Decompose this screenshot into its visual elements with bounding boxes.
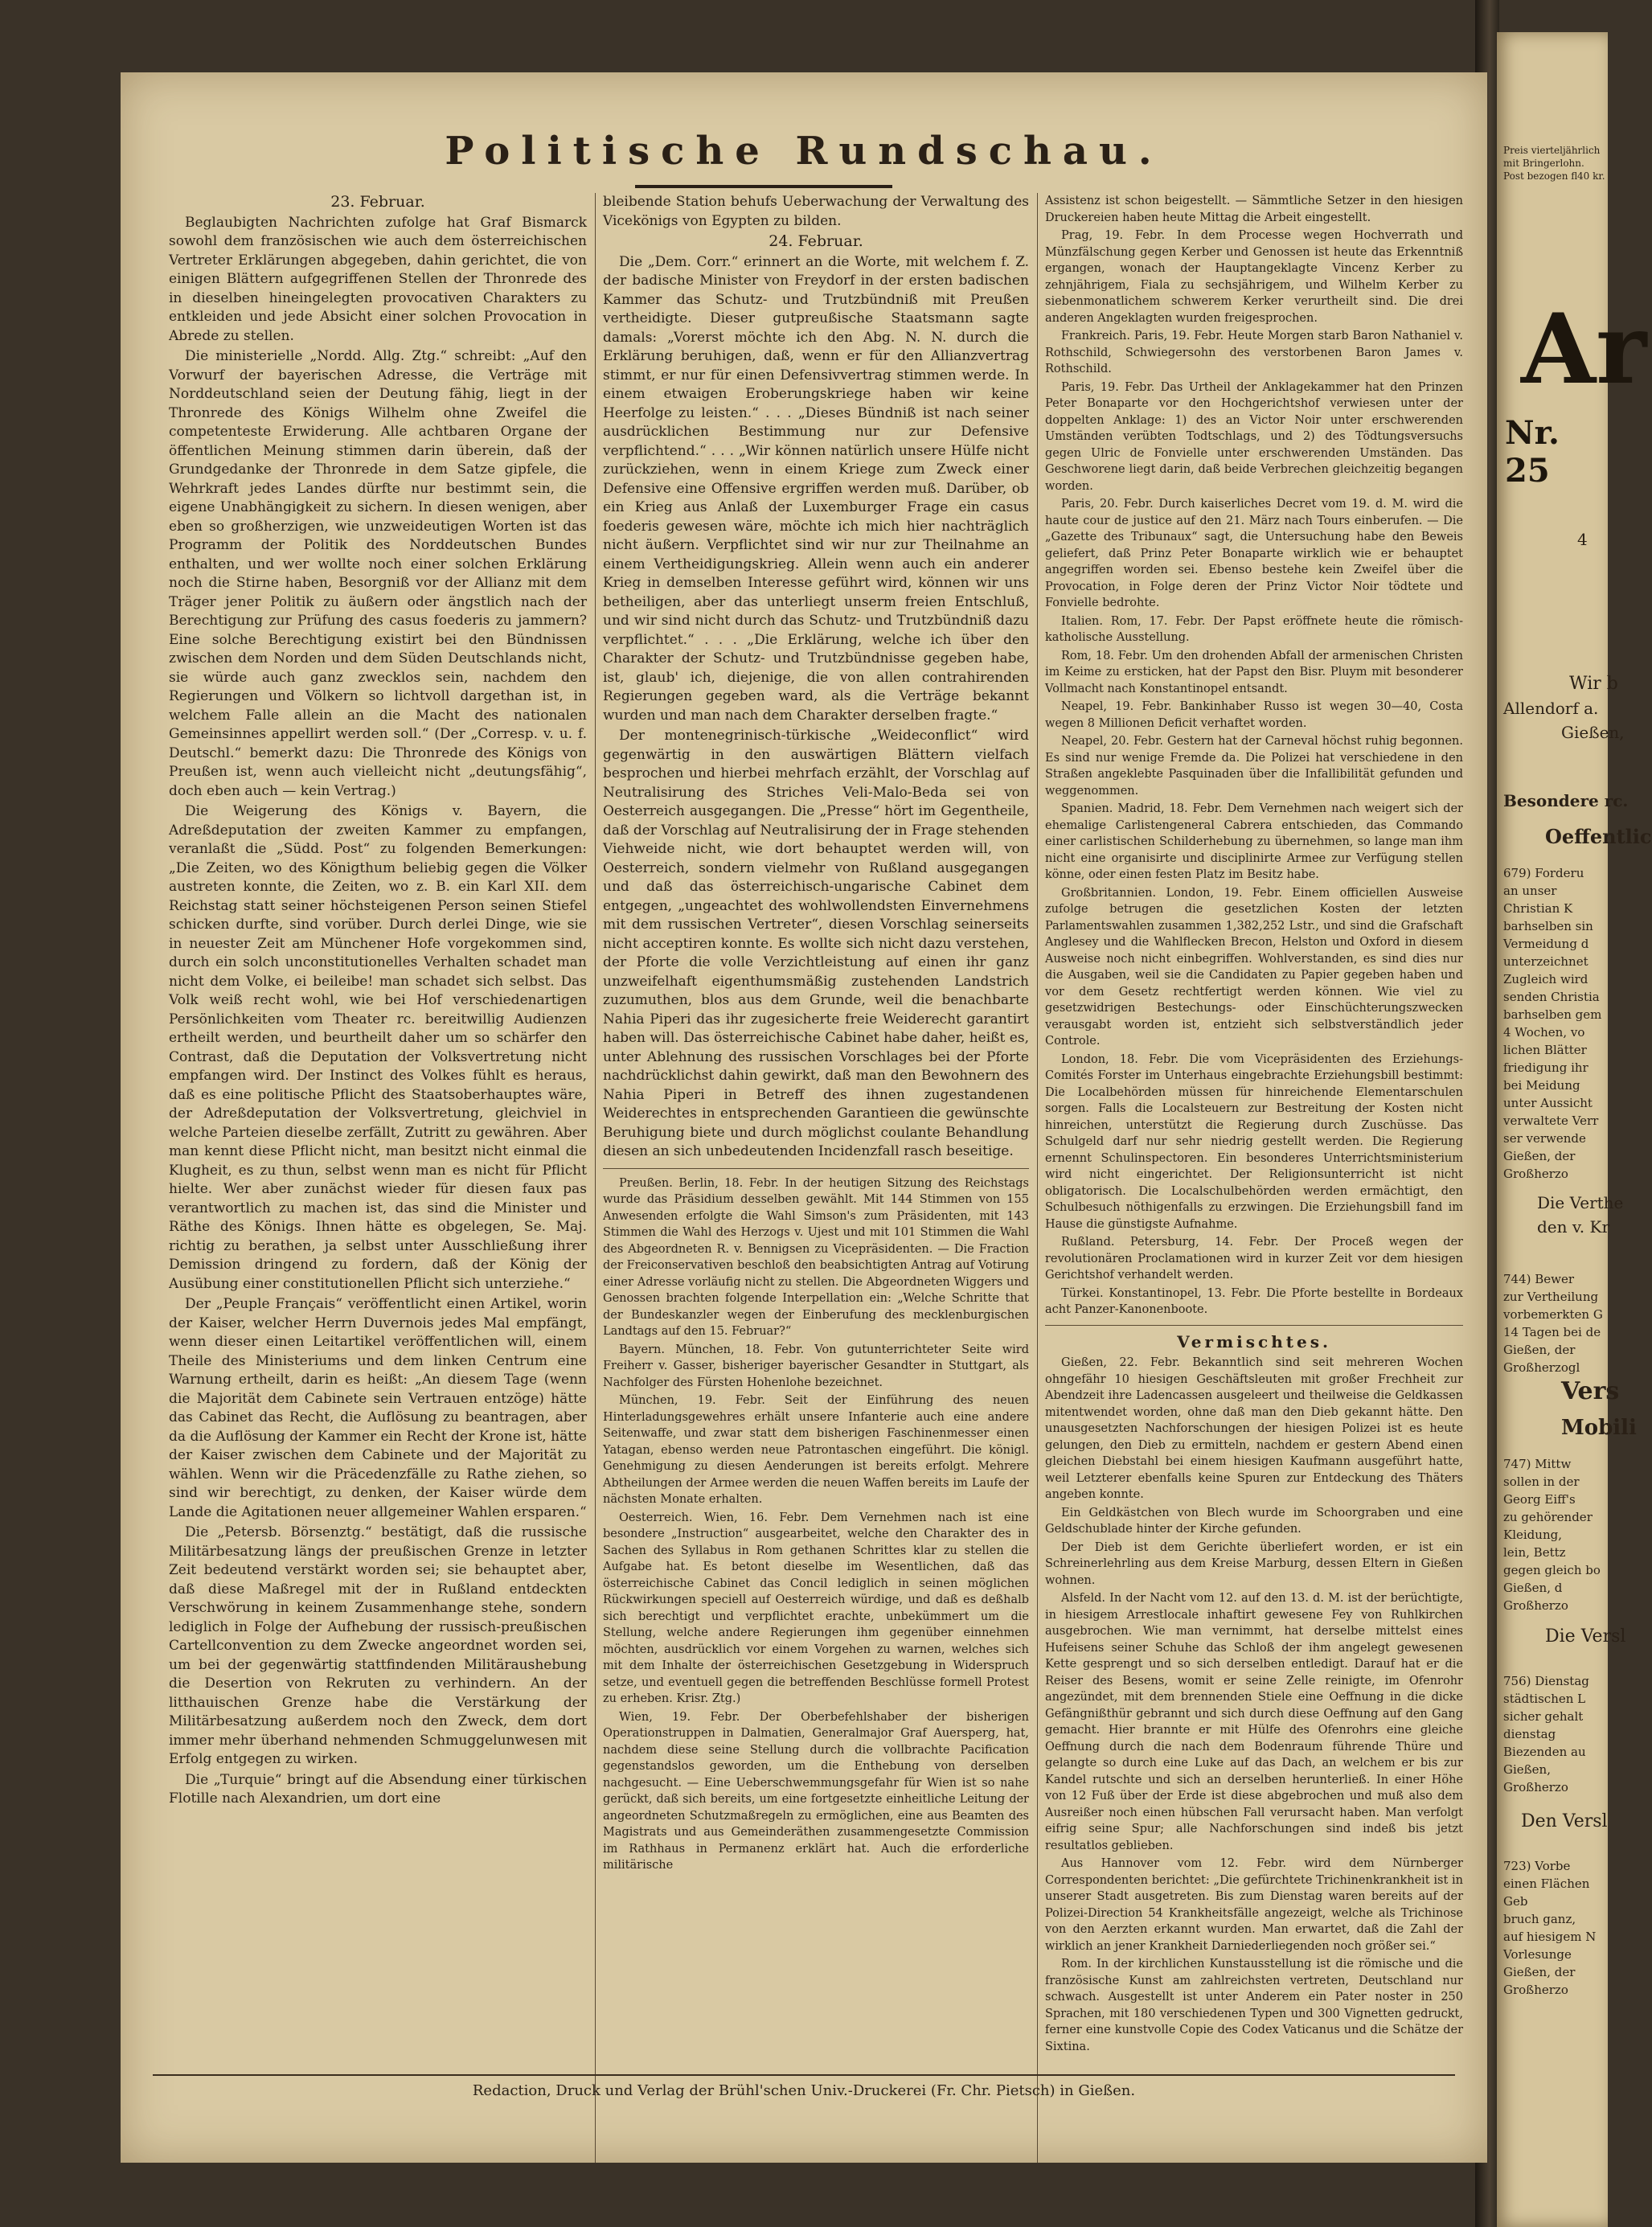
neighbor-line: Gießen, der (1503, 1343, 1576, 1357)
neighbor-line: unterzeichnet (1503, 954, 1588, 969)
article-paragraph: Beglaubigten Nachrichten zufolge hat Graf Bismarck sowohl dem französischen wie auch dem österreichischen Vertreter Erklärungen abgegeben, dahin gerichtet, die von einigen Blättern aufgegriffenen Stellen der Thronrede des in dieselben hineingelegten provocativen Charakters zu entkleiden und jede Absicht einer solchen Provocation in Abrede zu stellen. (169, 214, 587, 344)
neighbor-line: lein, Bettz (1503, 1545, 1566, 1560)
neighbor-line: bruch ganz, (1503, 1912, 1576, 1926)
neighbor-line: 679) Forderu (1503, 866, 1584, 880)
neighbor-text: 40 kr. (1577, 170, 1605, 182)
title-rule (635, 185, 892, 188)
neighbor-line: senden Christia (1503, 990, 1600, 1004)
column-3 (1045, 193, 1463, 2074)
column-divider (1037, 193, 1038, 2163)
neighbor-line: 744) Bewer (1503, 1272, 1575, 1286)
neighbor-line: Großherzo (1503, 1167, 1568, 1181)
article-paragraph: Die „Turquie“ bringt auf die Absendung einer türkischen Flotille nach Alexandrien, um dort eine (169, 1771, 587, 1807)
neighbor-heading: Besondere rc. (1503, 791, 1629, 810)
news-item: Neapel, 20. Febr. Gestern hat der Carneval höchst ruhig begonnen. Es sind nur wenige Fremde da. Die Polizei hat verschiedene in den Straßen angeklebte Pasquinaden über die Infallibilität gefunden und weggenommen. (1045, 735, 1463, 798)
neighbor-line: Großherzo (1503, 1780, 1568, 1794)
news-item: Rom. In der kirchlichen Kunstausstellung ist die römische und die französische Kunst am zahlreichsten vertreten, Deutschland nur schwach. Ausgestellt ist unter Anderem ein Pater noster in 250 Sprachen, mit 180 verschiedenen Typen und 300 Vignetten gedruckt, ferner eine kunstvolle Copie des Codex Vaticanus und die Schätze der Sixtina. (1045, 1958, 1463, 2053)
dateline: 23. Februar. (330, 193, 425, 211)
neighbor-heading: Den Versl (1521, 1811, 1608, 1831)
news-item: Wien, 19. Febr. Der Oberbefehlshaber der bisherigen Operationstruppen in Dalmatien, Generalmajor Graf Auersperg, hat, nachdem diese seine Stellung durch die vollbrachte Pacification gegenstandslos geworden, um die Enthebung von derselben nachgesucht. — Eine Ueberschwemmungsgefahr für Wien ist so nahe gerückt, daß sich bereits, um eine fortgesetzte einheitliche Leitung der angeordneten Schutzmaßregeln zu ermöglichen, eine aus Beamten des Magistrats und aus Gemeinderäthen zusammengesetzte Commission im Rathhaus in Permanenz erklärt hat. Auch die erforderliche militärische (603, 1710, 1029, 1872)
neighbor-line: zur Vertheilung (1503, 1290, 1599, 1304)
neighbor-line: Zugleich wird (1503, 972, 1588, 986)
section-rule (603, 1168, 1029, 1169)
neighbor-line: barhselben sin (1503, 919, 1593, 933)
neighbor-line: Gießen, der (1503, 1965, 1576, 1979)
article-paragraph: Die „Petersb. Börsenztg.“ bestätigt, daß die russische Militärbesatzung längs der preußischen Grenze in letzter Zeit bedeutend verstärkt worden sei; sie behauptet aber, daß diese Maßregel mit der in Rußland entdeckten Verschwörung in keinem Zusammenhange stehe, sondern lediglich in Folge der Aufhebung der russisch-preußischen Cartellconvention zu dem Zwecke angeordnet worden sei, um bei der gegenwärtig stattfindenden Militäraushebung die Desertion von Rekruten zu verhindern. An der litthauischen Grenze habe die Verstärkung der Militärbesatzung außerdem noch den Zweck, dem dort immer mehr überhand nehmenden Schmuggelunwesen mit Erfolg entgegen zu wirken. (169, 1524, 587, 1767)
neighbor-line: 14 Tagen bei de (1503, 1325, 1601, 1339)
footer-rule (153, 2074, 1455, 2076)
neighbor-heading: Vers (1561, 1377, 1620, 1405)
neighbor-issue-number: Nr. 25 (1505, 414, 1560, 490)
news-item: Assistenz ist schon beigestellt. — Sämmtliche Setzer in den hiesigen Druckereien haben heute Mittag die Arbeit eingestellt. (1045, 195, 1463, 224)
news-item: Rom, 18. Febr. Um den drohenden Abfall der armenischen Christen im Keime zu ersticken, hat der Papst den Bisr. Pluym mit besonderer Vollmacht nach Konstantinopel entsandt. (1045, 649, 1463, 695)
neighbor-line: an unser (1503, 884, 1557, 898)
article-paragraph: Die „Dem. Corr.“ erinnert an die Worte, mit welchem f. Z. der badische Minister von Freydorf in der ersten badischen Kammer das Schutz- und Trutzbündniß mit Preußen vertheidigte. Dieser gutpreußische Staatsmann sagte damals: „Vorerst möchte ich den Abg. N. N. durch die Erklärung beruhigen, daß, wenn er für den Allianzvertrag stimmt, er nur für einen Defensivvertrag stimmen werde. In einem etwaigen Eroberungskriege haben wir keine Heerfolge zu leisten.“ . . . „Dieses Bündniß ist nach seiner ausdrücklichen Bestimmung nur zur Defensive verpflichtend.“ . . . „Wir können natürlich unsere Hülfe nicht zurückziehen, wenn in einem Kriege zum Zweck einer Defensive eine Offensive ergriffen werden muß. Darüber, ob ein Krieg aus Anlaß der Luxemburger Frage ein casus foederis gewesen wäre, möchte ich mich hier nachträglich nicht äußern. Verpflichtet sind wir nur zur Theilnahme an einem Vertheidigungskrieg. Allein wenn auch ein anderer Krieg in demselben Interesse geführt wird, können wir uns betheiligen, aber das unterliegt unserm freien Entschluß, und wir sind nicht durch das Schutz- und Trutzbündniß dazu verpflichtet.“ . . . „Die Erklärung, welche ich über den Charakter der Schutz- und Trutzbündnisse gegeben habe, ist, glaub' ich, diejenige, die von allen contrahirenden Regierungen gegeben ward, als die Verträge bekannt wurden und man nach dem Charakter derselben fragte.“ (603, 253, 1029, 724)
neighbor-line: Geb (1503, 1894, 1528, 1909)
neighbor-line: 4 Wochen, vo (1503, 1025, 1585, 1040)
neighbor-text: Gießen, (1561, 723, 1625, 742)
neighbor-heading: den v. Kr (1537, 1217, 1610, 1237)
neighbor-line: gegen gleich bo (1503, 1563, 1601, 1577)
neighbor-line: Großherzo (1503, 1983, 1568, 1997)
neighbor-line: 747) Mittw (1503, 1457, 1572, 1471)
neighbor-line: unter Aussicht (1503, 1096, 1593, 1110)
article-paragraph: bleibende Station behufs Ueberwachung der Verwaltung des Vicekönigs von Egypten zu bilden. (603, 194, 1029, 229)
page-title: Politische Rundschau. (445, 129, 1163, 174)
neighbor-line: Vorlesunge (1503, 1947, 1572, 1962)
news-item: Paris, 20. Febr. Durch kaiserliches Decret vom 19. d. M. wird die haute cour de justice auf den 21. März nach Tours einberufen. — Die „Gazette des Tribunaux“ sagt, die Untersuchung habe den Beweis geliefert, daß Prinz Peter Bonaparte wirklich wie er behauptet angegriffen worden sei. Ebenso bestehe kein Zweifel über die Provocation, in Folge deren der Prinz Victor Noir tödtete und Fonvielle bedrohte. (1045, 498, 1463, 609)
neighbor-line: sollen in der (1503, 1474, 1580, 1489)
neighbor-line: Christian K (1503, 901, 1573, 916)
news-item: Oesterreich. Wien, 16. Febr. Dem Vernehmen nach ist eine besondere „Instruction“ ausgearbeitet, welche den Charakter des in Sachen des Syllabus in Rom gethanen Schrittes klar zu stellen die Aufgabe hat. Es betont dieselbe im Wesentlichen, daß das österreichische Cabinet das Concil lediglich in seinen möglichen Rückwirkungen speciell auf Oesterreich würdige, und daß es deßhalb sich berechtigt und verpflichtet erachte, unbekümmert um die Stellung, welche andere Regierungen ihm gegenüber einnehmen möchten, ausdrücklich vor einem Vorgehen zu warnen, welches sich mit dem Inhalte der österreichischen Gesetzgebung in Widerspruch setze, und eventuell gegen die betreffenden Beschlüsse formell Protest zu erheben. Krisr. Ztg.) (603, 1511, 1029, 1705)
article-paragraph: Der „Peuple Français“ veröffentlicht einen Artikel, worin der Kaiser, welcher Herrn Duvernois jedes Mal empfängt, wenn dieser einen Leitartikel veröffentlichen will, einem Theile des Ministeriums und dem linken Centrum eine Warnung ertheilt, darin es heißt: „An diesem Tage (wenn die Majorität dem Cabinete sein Vertrauen entzöge) hätte das Cabinet das Recht, die Auflösung zu beantragen, aber da die Auflösung der Kammer ein Recht der Krone ist, hätte der Kaiser zwischen dem Cabinete und der Majorität zu wählen. Wenn wir die Präcedenzfälle zu Rathe ziehen, so sind wir berechtigt, zu denken, der Kaiser würde dem Lande die Agitationen neuer allgemeiner Wahlen ersparen.“ (169, 1296, 587, 1520)
news-item: Prag, 19. Febr. In dem Processe wegen Hochverrath und Münzfälschung gegen Kerber und Genossen ist heute das Erkenntniß ergangen, wonach der Hauptangeklagte Vincenz Kerber zu zehnjährigem, Fiala zu sechsjährigem, und Wilhelm Kerber zu siebenmonatlichem schwerem Kerker verurtheilt sind. Die drei anderen Angeklagten wurden freigesprochen. (1045, 229, 1463, 325)
news-item: Aus Hannover vom 12. Febr. wird dem Nürnberger Correspondenten berichtet: „Die gefürchtete Trichinenkrankheit ist in unserer Stadt ausgetreten. Bis zum Dienstag waren bereits auf der Polizei-Direction 54 Krankheitsfälle angezeigt, welche als Trichinose von den Aerzten erkannt wurden. Man erwartet, daß die Zahl der wirklich an jener Krankheit Darniederliegenden noch größer sei.“ (1045, 1857, 1463, 1953)
news-item: Preußen. Berlin, 18. Febr. In der heutigen Sitzung des Reichstags wurde das Präsidium desselben gewählt. Mit 144 Stimmen von 155 Anwesenden erfolgte die Wahl Simson's zum Präsidenten, mit 143 Stimmen die Wahl des Herzogs v. Ujest und mit 101 Stimmen die Wahl des Abgeordneten R. v. Bennigsen zu Vicepräsidenten. — Die Fraction der Freiconservativen beschloß den beabsichtigten Antrag auf Votirung einer Adresse vorläufig nicht zu stellen. Die Abgeordneten Wiggers und Genossen brachten folgende Interpellation ein: „Welche Schritte that der Bundeskanzler wegen der Einberufung des mecklenburgischen Landtags auf den 15. Februar?“ (603, 1176, 1029, 1338)
neighbor-line: Gießen, d (1503, 1581, 1563, 1595)
news-item: Alsfeld. In der Nacht vom 12. auf den 13. d. M. ist der berüchtigte, in hiesigem Arrestlocale inhaftirt gewesene Fey von Ruhlkirchen ausgebrochen. Wie man vernimmt, hat derselbe mittelst eines Hufeisens seiner Schuhe das Schloß der ihm angelegt gewesenen Kette gesprengt und so sich derselben entledigt. Darauf hat er die Reiser des Besens, womit er seine Zelle reinigte, im Ofenrohr angezündet, mit dem brennenden Stiele eine Oeffnung in die dicke Gefängnißthür gebrannt und sich durch diese Oeffnung auf den Gang gemacht. Hier brannte er mit Hülfe des Ofenrohrs eine gleiche Oeffnung durch die nach dem Bodenraum führende Thüre und gelangte so durch eine Luke auf das Dach, an welchem er bis zur Kandel rutschte und sich an derselben herunterließ. In einer Höhe von 12 Fuß über der Erde ist diese abgebrochen und muß also dem Ausreißer noch einen hübschen Fall verursacht haben. Man verfolgt eifrig seine Spur; alle Nachforschungen sind indeß bis jetzt resultatlos geblieben. (1045, 1592, 1463, 1852)
imprint-footer: Redaction, Druck und Verlag der Brühl'schen Univ.-Druckerei (Fr. Chr. Pietsch) in Gießen. (472, 2082, 1136, 2099)
neighbor-line: barhselben gem (1503, 1007, 1602, 1022)
neighbor-line: einen Flächen (1503, 1876, 1590, 1891)
neighbor-line: dienstag (1503, 1727, 1556, 1741)
article-paragraph: Die Weigerung des Königs v. Bayern, die Adreßdeputation der zweiten Kammer zu empfangen, veranlaßt die „Südd. Post“ zu folgenden Bemerkungen: „Die Zeiten, wo des Königthum beliebig gegen die Völker austreten konnte, die Zeiten, wo z. B. ein Karl XII. dem Reichstag statt seiner höchsteigenen Person seinen Stiefel schicken durfte, sind vorüber. Durch derlei Dinge, wie sie in neuester Zeit am Münchener Hofe vorgekommen sind, durch ein solch unconstitutionelles Verhalten schadet man nicht dem Volke, ei beileibe! man schadet sich selbst. Das Volk weiß recht wohl, wie bei Hof verschiedenartigen Persönlichkeiten vom Theater rc. bereitwillig Audienzen ertheilt werden, und beurtheilt daher um so schärfer den Contrast, daß die Deputation der Volksvertretung nicht empfangen wird. Der Instinct des Volkes fühlt es heraus, daß es eine politische Pflicht des Staatsoberhauptes wäre, der Adreßdeputation der Volksvertretung, gleichviel in welche Parteien dieselbe zerfällt, Zutritt zu gewähren. Aber man kennt diese Pflicht nicht, man besitzt nicht einmal die Klugheit, es zu thun, selbst wenn man es nicht für Pflicht hielte. Wer aber zunächst wieder für diesen faux pas verantwortlich zu machen ist, das sind die Minister und Räthe des Königs. Ihnen hätte es obgelegen, Se. Maj. richtig zu berathen, ja selbst unter Ausschließung ihrer Demission dringend zu fordern, daß der König der Ausübung einer constitutionellen Pflicht sich unterziehe.“ (169, 803, 587, 1292)
neighbor-line: Vermeidung d (1503, 937, 1589, 951)
section-heading: Vermischtes. (1177, 1331, 1331, 1351)
neighbor-line: Biezenden au (1503, 1745, 1586, 1759)
neighbor-heading: Die Versl (1545, 1626, 1626, 1647)
neighbor-line: 756) Dienstag (1503, 1674, 1589, 1688)
article-paragraph: Die ministerielle „Nordd. Allg. Ztg.“ schreibt: „Auf den Vorwurf der bayerischen Adresse, die Verträge mit Norddeutschland seien der Deutung fähig, liegt in der Thronrede des Königs Wilhelm ohne Zweifel die competenteste Erwiderung. Alle achtbaren Organe der öffentlichen Meinung stimmen darin überein, daß der Grundgedanke der Thronrede in dem Satze gipfele, die Wehrkraft jedes Landes dürfte nur bestimmt sein, die eigene Unabhängigkeit zu sichern. In diesen wenigen, aber eben so großherzigen, wie unzweideutigen Worten ist das Programm der Politik des Norddeutschen Bundes enthalten, und wer wollte noch einer solchen Erklärung noch die Stirne haben, Besorgniß vor der Allianz mit dem Träger jener Politik zu äußern oder ängstlich nach der Berechtigung zur Prüfung des casus foederis zu jammern? Eine solche Berechtigung existirt bei den Bündnissen zwischen dem Norden und dem Süden Deutschlands nicht, sie würde auch ganz zwecklos sein, nachdem den Regierungen und Völkern so lichtvoll dargethan ist, in welchem Falle allein an die Macht des nationalen Gemeinsinnes appellirt werden soll.“ (Der „Corresp. v. u. f. Deutschl.“ bemerkt dazu: Die Thronrede des Königs von Preußen ist, wenn auch vielleicht nicht „deutungsfähig“, doch eben auch — kein Vertrag.) (169, 348, 587, 799)
news-item: Gießen, 22. Febr. Bekanntlich sind seit mehreren Wochen ohngefähr 10 hiesigen Geschäftsleuten mit großer Frechheit zur Abendzeit ihre Ladencassen ausgeleert und theilweise die Geldkassen mitentwendet worden, ohne daß man den Dieb gekannt hätte. Den unausgesetzten Nachforschungen der hiesigen Polizei ist es heute gelungen, den Dieb zu ermitteln, nachdem er gestern Abend einen gleichen Diebstahl bei einem hiesigen Kaufmann ausgeführt hatte, weil Letzterer ebenfalls keine Spuren zur Entdeckung des Thäters angeben konnte. (1045, 1356, 1463, 1501)
neighbor-line: Georg Eiff's (1503, 1492, 1576, 1507)
neighbor-heading: Oeffentlic (1545, 825, 1652, 848)
neighbor-line: Gießen, der (1503, 1149, 1576, 1163)
neighbor-line: zu gehörender (1503, 1510, 1593, 1524)
neighbor-text: mit Bringerlohn. (1503, 158, 1584, 169)
neighbor-line: sicher gehalt (1503, 1709, 1584, 1724)
news-item: Großbritannien. London, 19. Febr. Einem officiellen Ausweise zufolge betrugen die gesetzlichen Kosten der letzten Parlamentswahlen zusammen 1,382,252 Lstr., und sind die Grafschaft Anglesey und die Wahlflecken Brecon, Helston und Oxford in diesem Ausweise noch nicht einbegriffen. Wohlverstanden, es sind dies nur die Ausgaben, weil sie die Candidaten zu Papier gegeben haben und vor dem Gesetz rechtfertigt werden können. Wie viel zu gesetzwidrigen Bestechungs- oder Einschüchterungszwecken verausgabt worden ist, entzieht sich selbstverständlich jeder Controle. (1045, 886, 1463, 1048)
news-item: London, 18. Febr. Die vom Vicepräsidenten des Erziehungs-Comités Forster im Unterhaus eingebrachte Erziehungsbill bestimmt: Die Localbehörden müssen für hinreichende Elementarschulen sorgen. Falls die Localsteuern zur Bestreitung der Kosten nicht hinreichen, unterstützt die Regierung durch Zuschüsse. Das Schulgeld darf nur sehr niedrig gestellt werden. Die Regierung ernennt Schulinspectoren. Ein besonderes Unterrichtsministerium wird nicht eingerichtet. Der Religionsunterricht ist nicht obligatorisch. Die Localschulbehörden werden ermächtigt, den Schulbesuch nöthigenfalls zu erzwingen. Die Erziehungsbill fand im Hause die günstigste Aufnahme. (1045, 1052, 1463, 1231)
neighbor-line: Kleidung, (1503, 1528, 1562, 1542)
column-1 (169, 193, 587, 2074)
dateline: 24. Februar. (769, 232, 863, 250)
news-item: Ein Geldkästchen von Blech wurde im Schoorgraben und eine Geldschublade hinter der Kirche gefunden. (1045, 1506, 1463, 1536)
news-item: Rußland. Petersburg, 14. Febr. Der Proceß wegen der revolutionären Proclamationen wird in kurzer Zeit vor dem hiesigen Gerichtshof verhandelt werden. (1045, 1236, 1463, 1282)
neighbor-heading: Die Verthe (1537, 1193, 1624, 1212)
neighbor-line: verwaltete Verr (1503, 1114, 1599, 1128)
neighbor-line: ser verwende (1503, 1131, 1586, 1146)
column-2 (603, 193, 1029, 2074)
news-item: Paris, 19. Febr. Das Urtheil der Anklagekammer hat den Prinzen Peter Bonaparte vor den Hochgerichtshof verwiesen unter der doppelten Anklage: 1) des an Victor Noir unter erschwerenden Umständen verübten Todtschlags, und 2) des Tödtungsversuchs gegen Ulric de Fonvielle unter erschwerenden Umständen. Das Geschworene liegt darin, daß beide Verbrechen gleichzeitig begangen worden. (1045, 380, 1463, 493)
neighbor-line: bei Meidung (1503, 1078, 1580, 1093)
adjacent-page-edge (1497, 32, 1652, 2227)
newspaper-page (121, 72, 1487, 2163)
news-item: Italien. Rom, 17. Febr. Der Papst eröffnete heute die römisch-katholische Ausstellung. (1045, 614, 1463, 644)
article-paragraph: Der montenegrinisch-türkische „Weideconflict“ wird gegenwärtig in den auswärtigen Blättern vielfach besprochen und hierbei mehrfach erzählt, der Vorschlag auf Neutralisirung des Striches Veli-Malo-Beda sei von Oesterreich ausgegangen. Die „Presse“ hört im Gegentheile, daß der Vorschlag auf Neutralisirung der in Frage stehenden Viehweide nicht, wie dort behauptet werden will, von Oesterreich, sondern vielmehr von Rußland ausgegangen und daß das österreichisch-ungarische Cabinet dem entgegen, „ungeachtet des wohlwollendsten Einvernehmens mit dem russischen Vertreter“, diesen Vorschlag seinerseits nicht acceptiren konnte. Es wollte sich nicht dazu verstehen, der Pforte die volle Verzichtleistung auf einen ihr ganz unzweifelhaft eigenthumsmäßig zustehenden Landstrich zuzumuthen, blos aus dem Grunde, weil die benachbarte Nahia Piperi das ihr zugesicherte freie Weiderecht garantirt haben will. Das österreichische Cabinet habe daher, heißt es, unter Ablehnung des russischen Vorschlages bei der Pforte nachdrücklichst dahin gewirkt, daß man den Bewohnern des Nahia Piperi in Betreff des ihnen zugestandenen Weiderechtes in entsprechenden Garantieen die gewünschte Beruhigung biete und durch möglichst coulante Behandlung diesen an sich unbedeutenden Incidenzfall rasch beseitige. (603, 728, 1029, 1159)
neighbor-line: 723) Vorbe (1503, 1859, 1571, 1873)
neighbor-line: Großherzogl (1503, 1360, 1580, 1375)
neighbor-line: lichen Blätter (1503, 1043, 1587, 1057)
news-item: Türkei. Konstantinopel, 13. Febr. Die Pforte bestellte in Bordeaux acht Panzer-Kanonenboote. (1045, 1286, 1463, 1316)
section-rule (1045, 1325, 1463, 1326)
neighbor-text: Wir b (1569, 674, 1618, 694)
neighbor-line: städtischen L (1503, 1692, 1586, 1706)
news-item: Spanien. Madrid, 18. Febr. Dem Vernehmen nach weigert sich der ehemalige Carlistengeneral Cabrera entschieden, das Commando einer carlistischen Schilderhebung zu übernehmen, so lange man ihm nicht eine organisirte und disciplinirte Armee zur Verfügung stellen könne, oder einen festen Platz im Besitz habe. (1045, 802, 1463, 881)
column-divider (595, 193, 596, 2163)
neighbor-line: friedigung ihr (1503, 1060, 1588, 1075)
news-item: Neapel, 19. Febr. Bankinhaber Russo ist wegen 30—40, Costa wegen 8 Millionen Deficit verhaftet worden. (1045, 700, 1463, 730)
news-item: Bayern. München, 18. Febr. Von gutunterrichteter Seite wird Freiherr v. Gasser, bisheriger bayerischer Gesandter in Stuttgart, als Nachfolger des Fürsten Hohenlohe bezeichnet. (603, 1343, 1029, 1389)
neighbor-text: Post bezogen fl (1503, 170, 1578, 182)
news-item: München, 19. Febr. Seit der Einführung des neuen Hinterladungsgewehres erhält unsere Infanterie auch eine andere Seitenwaffe, und zwar statt dem bisherigen Faschinenmesser einen Yatagan, ebenso werden neue Patrontaschen eingeführt. Die königl. Genehmigung zu diesen Aenderungen ist bereits erfolgt. Mehrere Abtheilungen der Armee werden die neuen Waffen bereits im Laufe der nächsten Monate erhalten. (603, 1394, 1029, 1506)
neighbor-line: Großherzo (1503, 1598, 1568, 1613)
neighbor-heading: Mobili (1561, 1416, 1637, 1440)
neighbor-line: auf hiesigem N (1503, 1930, 1597, 1944)
news-item: Frankreich. Paris, 19. Febr. Heute Morgen starb Baron Nathaniel v. Rothschild, Schwiegersohn des verstorbenen Baron James v. Rothschild. (1045, 330, 1463, 375)
news-item: Der Dieb ist dem Gerichte überliefert worden, er ist ein Schreinerlehrling aus dem Kreise Marburg, dessen Eltern in Gießen wohnen. (1045, 1540, 1463, 1587)
neighbor-text: 4 (1577, 530, 1588, 549)
neighbor-line: vorbemerkten G (1503, 1307, 1603, 1322)
neighbor-text: Preis vierteljährlich (1503, 145, 1601, 156)
neighbor-text: Allendorf a. (1503, 699, 1599, 718)
neighbor-masthead: Ar (1521, 293, 1647, 406)
neighbor-line: Gießen, (1503, 1762, 1551, 1777)
